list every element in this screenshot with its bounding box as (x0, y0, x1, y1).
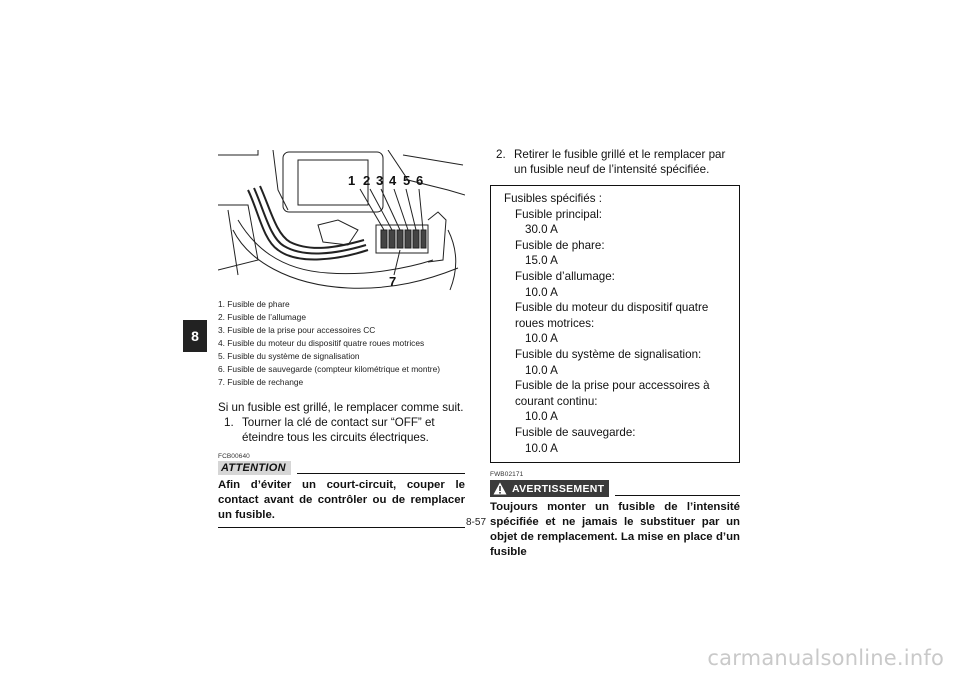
page-number: 8-57 (466, 517, 487, 528)
fuse-spec-box (490, 185, 740, 463)
figure-caption-list (218, 298, 465, 389)
step-2-number: 2. (496, 148, 506, 161)
fuse-box-illustration (218, 150, 465, 293)
warning-rule (615, 495, 740, 496)
warning-label-box (490, 480, 609, 497)
callout-3: 3 (376, 173, 384, 188)
caption-item: 3. Fusible de la prise pour accessoires CC (218, 325, 376, 335)
watermark: carmanualsonline.info (707, 646, 944, 670)
warning-triangle-icon (493, 482, 507, 495)
spec-item-name: Fusible principal: (515, 207, 602, 221)
spec-title: Fusibles spécifiés : (504, 192, 602, 205)
spec-item-value: 10.0 A (525, 410, 558, 424)
warning-code: FWB02171 (490, 471, 524, 479)
spec-item-name: Fusible du système de signalisation: (515, 347, 702, 361)
spec-item-value: 15.0 A (525, 254, 558, 268)
warning-header (490, 480, 740, 497)
callout-1: 1 (348, 173, 356, 188)
caption-item: 7. Fusible de rechange (218, 377, 304, 387)
spec-item-value: 30.0 A (525, 223, 558, 237)
intro-paragraph: Si un fusible est grillé, le remplacer comme suit. (218, 401, 464, 414)
attention-label: ATTENTION (218, 461, 291, 475)
spec-item-name: Fusible de la prise pour accessoires à courant continu: (515, 379, 710, 408)
chapter-tab: 8 (183, 320, 207, 352)
caption-item: 6. Fusible de sauvegarde (compteur kilométrique et montre) (218, 364, 441, 374)
spec-item-name: Fusible de phare: (515, 238, 605, 252)
callout-4: 4 (389, 173, 397, 188)
attention-rule (297, 473, 465, 474)
caption-item: 1. Fusible de phare (218, 299, 290, 309)
caption-item: 4. Fusible du moteur du dispositif quatre roues motrices (218, 338, 425, 348)
step-1-text: Tourner la clé de contact sur “OFF” et éteindre tous les circuits électriques. (242, 416, 435, 444)
warning-text: Toujours monter un fusible de l’intensité spécifiée et ne jamais le substituer par un objet de remplacement. La mise en place d’un fusible (490, 501, 740, 559)
warning-label: AVERTISSEMENT (512, 482, 605, 495)
spec-item-value: 10.0 A (525, 441, 558, 455)
fuse-box-drawing (218, 150, 465, 293)
attention-text: Afin d’éviter un court-circuit, couper le contact avant de contrôler ou de remplacer un fusible. (218, 479, 465, 521)
step-2 (490, 147, 740, 177)
step-1-number: 1. (224, 416, 234, 429)
caption-item: 5. Fusible du système de signalisation (218, 351, 360, 361)
attention-code: FCB00640 (218, 453, 250, 460)
right-column (490, 147, 740, 560)
callout-5: 5 (403, 173, 411, 188)
spec-item-value: 10.0 A (525, 332, 558, 346)
callout-7: 7 (389, 274, 397, 289)
callout-6: 6 (416, 173, 424, 188)
step-2-text: Retirer le fusible grillé et le remplacer par un fusible neuf de l’intensité spécifiée. (514, 148, 726, 176)
spec-item-name: Fusible de sauvegarde: (515, 425, 636, 439)
spec-item-name: Fusible d’allumage: (515, 269, 615, 283)
attention-end-rule (218, 527, 465, 528)
left-column (218, 150, 465, 528)
attention-header (218, 461, 465, 475)
spec-item-name: Fusible du moteur du dispositif quatre roues motrices: (515, 301, 709, 330)
step-1 (218, 415, 465, 445)
caption-item: 2. Fusible de l’allumage (218, 312, 306, 322)
spec-item-value: 10.0 A (525, 363, 558, 377)
spec-item-value: 10.0 A (525, 285, 558, 299)
callout-2: 2 (363, 173, 371, 188)
